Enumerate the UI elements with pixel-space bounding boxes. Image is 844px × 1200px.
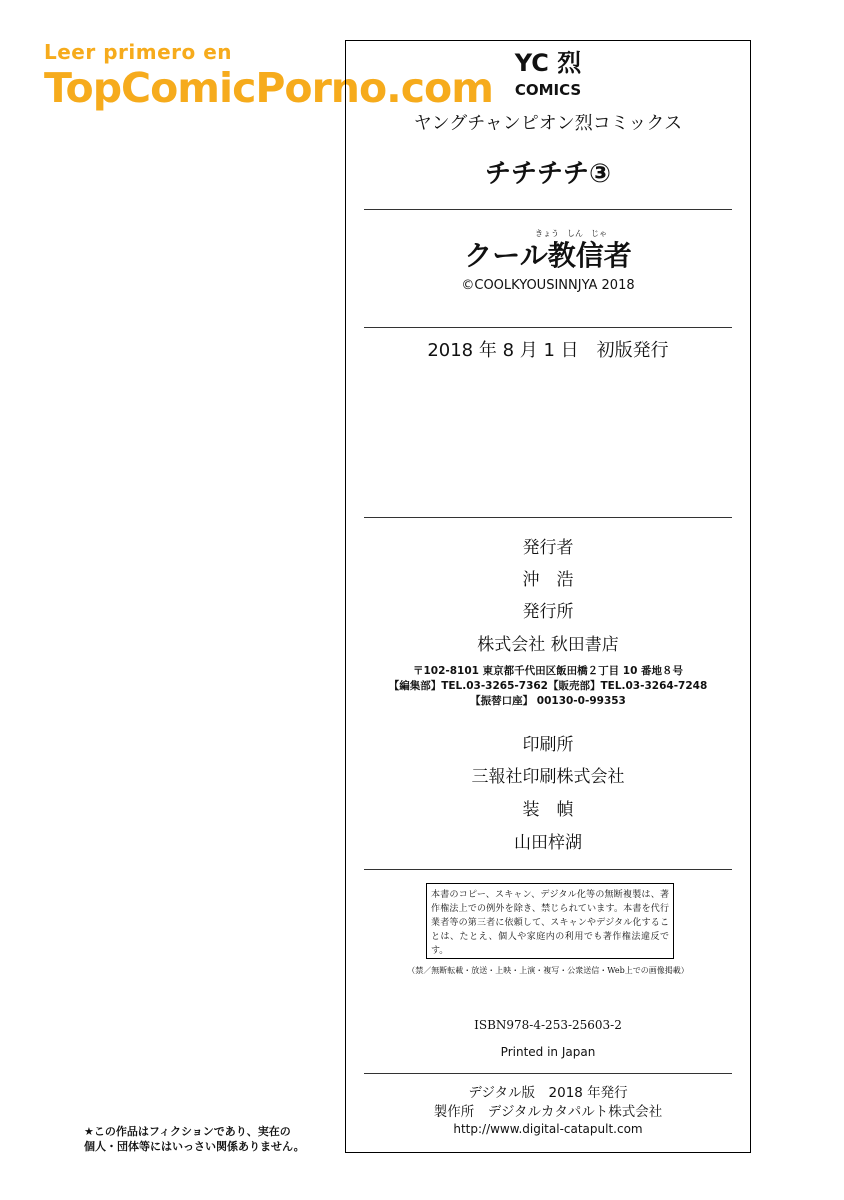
design-heading: 装 幀 (522, 800, 574, 820)
watermark-site-name: TopComicPorno.com (44, 64, 493, 112)
copyright-line: ©COOLKYOUSINNJYA 2018 (461, 278, 635, 293)
office-name: 株式会社 秋田書店 (477, 635, 619, 655)
divider (364, 327, 732, 328)
account-line: 【振替口座】 00130-0-99353 (470, 695, 626, 707)
divider (364, 869, 732, 870)
printer-heading: 印刷所 (522, 735, 574, 755)
divider (364, 517, 732, 518)
book-title: チチチチ③ (484, 159, 611, 189)
office-heading: 発行所 (522, 602, 574, 622)
imprint-label-comics: COMICS (514, 81, 582, 99)
producer-url: http://www.digital-catapult.com (453, 1122, 643, 1136)
fiction-note-line: ★この作品はフィクションであり、実在の (84, 1125, 291, 1138)
digital-edition: デジタル版 2018 年発行 (468, 1085, 628, 1101)
imprint-label-yc: YC 烈 (514, 49, 582, 77)
producer: 製作所 デジタルカタパルト株式会社 (433, 1104, 663, 1120)
prohibited-line: （禁／無断転載・放送・上映・上演・複写・公衆送信・Web上での画像掲載） (407, 966, 689, 975)
publish-date: 2018 年 8 月 1 日 初版発行 (427, 340, 669, 361)
publisher-name: 沖 浩 (522, 570, 574, 590)
printed-in: Printed in Japan (500, 1045, 596, 1059)
series-name: ヤングチャンピオン烈コミックス (413, 113, 683, 134)
fiction-note (84, 1124, 305, 1154)
address-line: 〒102-8101 東京都千代田区飯田橋２丁目 10 番地８号 (412, 665, 684, 677)
watermark-small-text: Leer primero en (44, 40, 233, 64)
divider (364, 1073, 732, 1074)
printer-name: 三報社印刷株式会社 (471, 767, 625, 787)
author-ruby: きょう しん じゃ (535, 229, 607, 238)
fiction-note-line: 個人・団体等にはいっさい関係ありません。 (84, 1140, 305, 1153)
divider (364, 209, 732, 210)
publisher-heading: 発行者 (522, 538, 574, 558)
copyright-notice-box: 本書のコピー、スキャン、デジタル化等の無断複製は、著作権法上での例外を除き、禁じられています。本書を代行業者等の第三者に依頼して、スキャンやデジタル化することは、たとえ、個人や家庭内の利用でも著作権法違反です。 (426, 883, 674, 959)
tel-line: 【編集部】TEL.03-3265-7362【販売部】TEL.03-3264-7248 (388, 680, 708, 692)
isbn: ISBN978-4-253-25603-2 (474, 1018, 622, 1032)
colophon-panel (345, 40, 751, 1153)
design-name: 山田梓湖 (514, 833, 582, 853)
author-name: クール教信者 (464, 239, 632, 272)
